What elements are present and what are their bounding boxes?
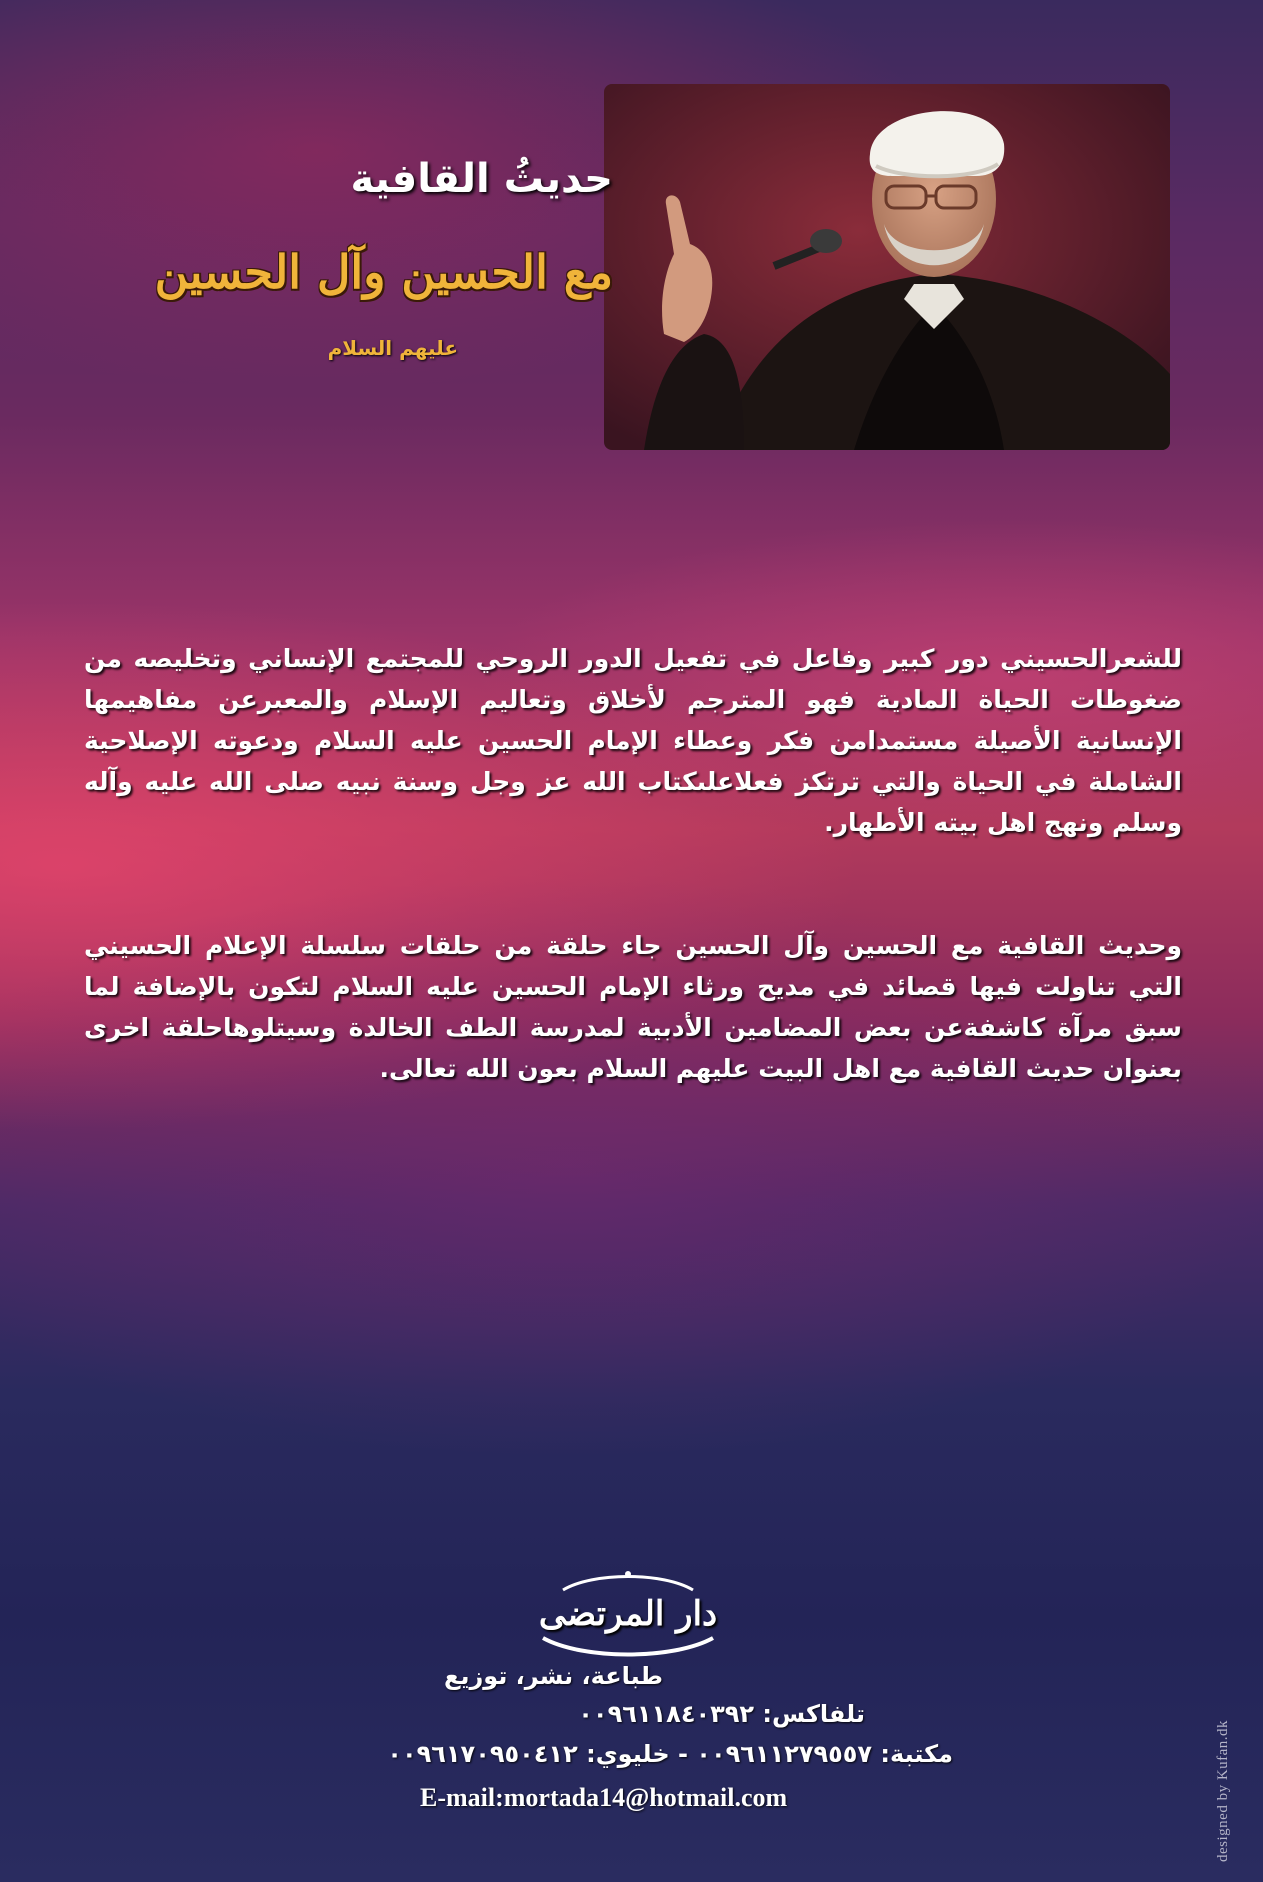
publisher-phones: مكتبة: ٠٠٩٦١١٢٧٩٥٥٧ - خليوي: ٠٠٩٦١٧٠٩٥٠٤١٢: [387, 1740, 953, 1768]
book-title: حديثُ القافية: [350, 156, 613, 202]
publisher-logo: [523, 1560, 733, 1670]
designer-credit: designed by Kufan.dk: [1215, 1719, 1231, 1862]
publisher-fax: تلفاكس: ٠٠٩٦١١٨٤٠٣٩٢: [578, 1700, 865, 1728]
publisher-email: E-mail:mortada14@hotmail.com: [420, 1783, 788, 1812]
description-paragraph: وحديث القافية مع الحسين وآل الحسين جاء حلقة من حلقات سلسلة الإعلام الحسيني التي تناولت فيها قصائد في مديح ورثاء الإمام الحسين عليه السلام لتكون بالإضافة لما سبق مرآة كاشفةعن بعض المضامين الأدبية لمدرسة الطف الخالدة وسيتلوهاحلقة اخرى بعنوان حديث القافية مع اهل البيت عليهم السلام بعون الله تعالى.: [84, 931, 1182, 1083]
book-subtitle: مع الحسين وآل الحسين: [154, 245, 613, 299]
honorific-text: عليهم السلام: [327, 336, 458, 360]
publisher-services: طباعة، نشر، توزيع: [444, 1662, 663, 1690]
publisher-logo-text: دار المرتضى: [538, 1594, 718, 1634]
author-photo: [604, 84, 1170, 450]
description-paragraph: للشعرالحسيني دور كبير وفاعل في تفعيل الدور الروحي للمجتمع الإنساني وتخليصه من ضغوطات الحياة المادية فهو المترجم لأخلاق وتعاليم الإسلام والمعبرعن مفاهيمها الإنسانية الأصيلة مستمدامن فكر وعطاء الإمام الحسين عليه السلام ودعوته الإصلاحية الشاملة في الحياة والتي ترتكز فعلاعلىكتاب الله عز وجل وسنة نبيه صلى الله عليه وآله وسلم ونهج اهل بيته الأطهار.: [84, 644, 1182, 837]
